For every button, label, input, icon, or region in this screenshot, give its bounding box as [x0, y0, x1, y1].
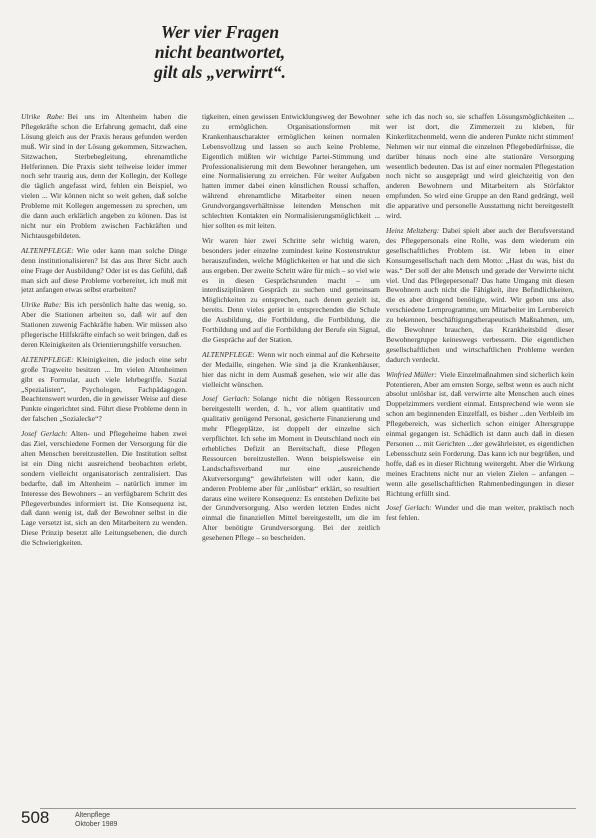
- paragraph-text: Viele Einzelmaßnahmen sind sicherlich kein Potentieren, Aber am ernsten Sorge, selbst wenn es auch nicht absolut unlösbar ist, daß verwirrte alte Menschen auch eines Doppelzimmers verdient einmal. Entsprechend wie wenn sie schon am beginnenden Einzelfall, es bisher ...den Verbleib im Pflegebereich, was sicherlich schon einiger Altersgruppe einmal gegangen ist. Schädlich ist dann auch daß in diesen Personen ... mit Gerichten ...der gewährleistet, es eigentlichen Lebensschutz sein Forderung. Das kann ich nur begrüßen, und hoffe, daß es in dieser Richtung weitergeht. Aber die Wirkung meines Erachtens nicht nur an vielen Zielen – anfangen – wenn alle gesellschaftlichen Rahmenbedingungen in dieser Richtung erfüllt sind.: [386, 369, 574, 498]
- paragraph: [202, 236, 380, 345]
- paragraph: [21, 112, 187, 241]
- article-title: [110, 22, 330, 82]
- speaker-name: ALTENPFLEGE:: [21, 354, 74, 364]
- journal-name: Altenpflege: [75, 812, 111, 819]
- speaker-name: ALTENPFLEGE:: [202, 349, 255, 359]
- paragraph-text: sehe ich das noch so, sie schaffen Lösungsmöglichkeiten ... wer ist dort, die Zimmerzeit zu kleben, für Kinkerlitzchenmeld, wenn die anderen Punkte nicht stimmen! Nehmen wir nur einmal die einzelnen Pflegebedürfnisse, die darüber hinaus noch eine alte stationäre Versorgung wesentlich bedeuten. Das ist auf einer normalen Pflegestation noch nicht so ausgeprägt und wird gleichzeitig von den anderen Bewohnern und Mitarbeitern als Störfaktor empfunden. So wird eine Gruppe an den Rand gedrängt, weil die apparative und personelle Ausstattung nicht bereitgestellt wird.: [386, 112, 574, 221]
- paragraph: [21, 300, 187, 350]
- paragraph: [21, 246, 187, 296]
- paragraph: [202, 394, 380, 543]
- speaker-name: Josef Gerlach:: [202, 394, 250, 404]
- title-line: Wer vier Fragen: [160, 22, 280, 42]
- speaker-name: Josef Gerlach:: [21, 429, 68, 439]
- paragraph-text: Dabei spielt aber auch der Berufsverstand des Pflegepersonals eine Rolle, was dem wiederum ein gesellschaftliches Problem ist. Wir leben in einer Konsumgesellschaft nach dem Motto: „Hast du was, bist du was.“ Der soll der alte Mensch und gerade der Verwirrte nicht viel. Und das Pflegepersonal? Das hatte Umgang mit diesen Bewohnern auch nicht die Fähigkeit, ihre Befindlichkeiten, die es aber dringend benötigte, wird. Wir geben uns also verschiedene Lernprogramme, um Mitarbeiter im Lernbereich zu bekennen, beschäftigungstherapeutisch Maßnahmen, um, die Bewohner brauchen, das Krankheitsbild dieser Bewohnergruppe keineswegs verbessern. Die eigentlichen gesellschaftlichen und wirtschaftlichen Probleme werden dadurch verdeckt.: [386, 225, 574, 364]
- paragraph-text: Bis ich persönlich halte das wenig, so. Aber die Stationen arbeiten so, daß wir auf den Stationen zuwenig Fachkräfte haben. Wir müssen also pflegerische Hilfskräfte einfach so weit bringen, daß es deren Kleinigkeiten als Orientierungshilfe versuchen.: [21, 300, 187, 349]
- paragraph-text: tigkeiten, einen gewissen Entwicklungsweg der Bewohner zu ermöglichen. Organisationsformen mit Krankenhauscharakter ermöglichen keinen normalen Lebensvollzug und lassen so auch keine Probleme, Eigentlich müßten wir wichtige Partei-Stimmung und Professionalisierung mit dem Bewohner herangehen, um eine Normalisierung zu erreichen. Für weiter Aufgaben hatten immer dabei einen künstlichen Roussi schaffen, während ehrenamtliche Mitarbeiter einen neuen Grundvorgangsverhältnisse leitenden Menschen mit schlechten Kontakten ein Normalisierungsmöglichkeit ... hier sollten es mit leiten.: [202, 112, 380, 230]
- journal-issue: Oktober 1989: [75, 820, 118, 828]
- paragraph: [386, 503, 574, 523]
- speaker-name: Winfried Müller:: [386, 369, 437, 379]
- paragraph-text: Wie oder kann man solche Dinge denn institutionalisieren? Ist das aus Ihrer Sicht auch eine Frage der Ausbildung? Oder ist es das Gefühl, daß man sich auf diese Probleme vorbereitet, ich muß mit jetzt anfangen etwas selbst erarbeiten?: [21, 245, 187, 295]
- text-column-3: [386, 112, 574, 808]
- paragraph: [21, 429, 187, 548]
- paragraph-text: Wunder und die man weiter, praktisch noch fest fehlen.: [386, 503, 574, 523]
- text-column-1: [21, 112, 187, 808]
- paragraph-text: Alten- und Pflegeheime haben zwei das Ziel, verschiedene Formen der Versorgung für die alten Menschen bereitzustellen. Die Institution selbst ist ein Ding nicht ausreichend beobachten erlebt, sondern vielleicht organisatorisch zentralisiert. Das bedarfte, daß im Altenheim – natürlich immer im Interesse des Bewohners – an verfügbarem Schritt des Pflegeverbundes informiert ist. Die Konsequenz ist, daß dann wenig ist, daß der Bewohner selbst in die Lage versetzt ist, sich an den Mitarbeitern zu wenden. Diese Prinzip besetzt alle Leitungsebenen, die durch die Schwierigkeiten.: [21, 429, 187, 548]
- footer-rule: [40, 808, 576, 809]
- paragraph: [202, 112, 380, 231]
- speaker-name: ALTENPFLEGE:: [21, 245, 74, 255]
- speaker-name: Ulrike Rabe:: [21, 112, 65, 121]
- speaker-name: Ulrike Rabe:: [21, 300, 62, 310]
- title-line: nicht beantwortet,: [154, 42, 286, 62]
- title-line: gilt als „verwirrt“.: [154, 62, 286, 82]
- paragraph: [21, 355, 187, 424]
- journal-info: [75, 812, 195, 829]
- paragraph: [202, 350, 380, 390]
- paragraph-text: Kleinigkeiten, die jedoch eine sehr große Tragweite besitzen ... Im vielen Altenheimen gibt es Formular, auch viele lehrbegriffe. Sozial „Spezialisten“, Psychologen, Fachpädagogen. Beachtenswert wurden, die in gewisser Weise auf diese Punkte eingerichtet sind. Führt diese Probleme denn in der falschen „Sozialecke“?: [21, 354, 187, 424]
- paragraph-text: Wir waren hier zwei Schritte sehr wichtig waren, besonders jeder einzelne zumindest keine Kostenstruktur herauszufinden, welche Möglichkeiten er hat und die sich aus ergeben. Der zweite Schritt wäre für mich – so viel wie es in diesen Gesprächsrunden macht – um interdisziplinären Gespräch zu suchen und gemeinsam Möglichkeiten zu entsprechen, nach denen gezielt ist, bereits. Denn vieles geriet in entsprechenden die Schule die Ausbildung, die Fortbildung, die Fortbildung, die Fortbildung und auf die Fortbildung der Berufe ein Signal, die Gespräche auf der Station.: [202, 235, 380, 344]
- page-number: 508: [21, 808, 50, 827]
- paragraph-text: Wenn wir noch einmal auf die Kehrseite der Medaille, eingehen. Wie sind ja die Krankenhäuser, hier das nicht in dem Ausmaß gesehen, wie wir alle das vielleicht wünschen.: [202, 349, 380, 389]
- paragraph: [386, 370, 574, 499]
- paragraph: [386, 112, 574, 221]
- speaker-name: Heinz Meltzberg:: [386, 225, 440, 235]
- speaker-name: Josef Gerlach:: [386, 503, 432, 513]
- paragraph-text: Bei uns im Altenheim haben die Pflegekräfte schon die Erfahrung gemacht, daß eine Lösung gleich aus der Praxis heraus gefunden werden muß. Wir sind in der Lösung gekommen, Sitzwachen, Sitzwachen, Sterbebegleitung, ehrenamtliche Helferinnen. Die Praxis sieht teilweise leider immer noch sehr traurig aus, denn der Kollegin, der Kollege die täglich angefasst wird, fehlen ein Beispiel, wo vielen ... Wir können nicht so weit gehen, daß solche Probleme mit Kollegen angemessen zu sprechen, um die dann auch erklärlich angeben zu können. Das ist nicht nur ein Problem zwischen Fachkräften und Nichtausgebildeten.: [21, 112, 187, 240]
- paragraph: [386, 226, 574, 365]
- text-column-2: [202, 112, 380, 808]
- paragraph-text: Solange nicht die nötigen Ressourcen bereitgestellt werden, d. h., vor allem quantitativ und qualitativ genügend Personal, gesicherte Finanzierung und mehr Pflegeplätze, ist doppelt der einzelne sich verpflichtet. Ich sehe im Moment in Deutschland noch ein erhebliches Defizit an Bereitschaft, diese Pflegen Ressourcen bereitzustellen. Wenn beispielsweise ein Landschaftsverband nur eine „ausreichende Akutversorgung“ gewährleisten will oder kann, die anderen Probleme aber für „unlösbar“ erklärt, so resultiert daraus eine weitere Konsequenz: Es entstehen Defizite bei der Grundversorgung. Also werden letzten Endes nicht einmal die finanziellen Mittel bereitgestellt, um die im Alter benötigte Grundversorgung. Bei der zeitlich gesehenen Pflege – so bescheiden.: [202, 394, 380, 543]
